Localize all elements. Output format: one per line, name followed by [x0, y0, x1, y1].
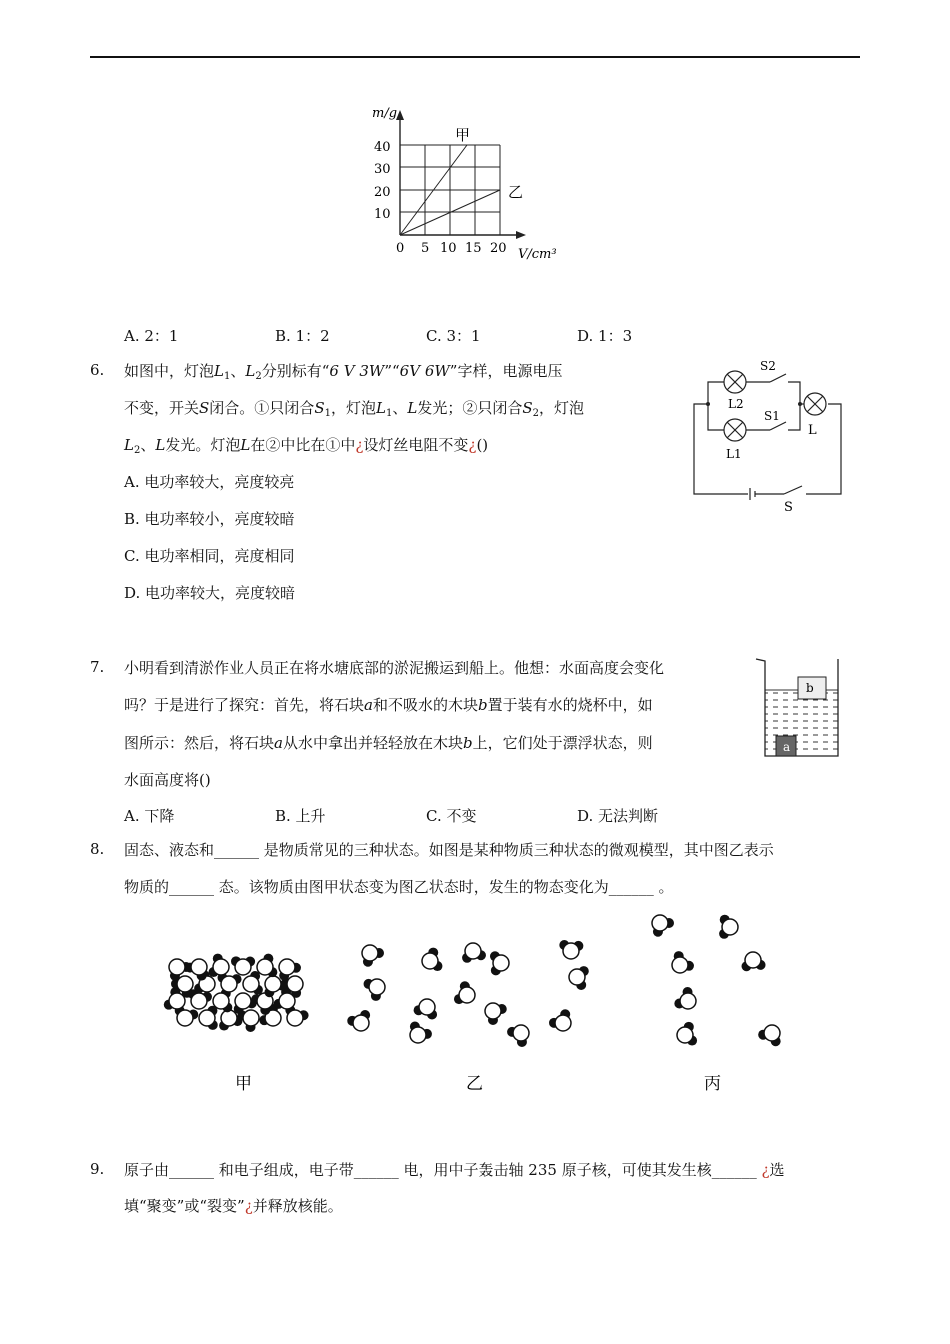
molecule	[257, 954, 277, 978]
label-s1: S1	[764, 409, 780, 423]
molecule	[490, 951, 509, 975]
molecule	[507, 1025, 529, 1047]
x-tick: 0	[396, 241, 405, 256]
option-a: A. 电功率较大，亮度较亮	[124, 473, 295, 491]
q6-line-2: 不变，开关S闭合。①只闭合$S_1$，灯泡$L_1$、L发光；②只闭合$S_2$，灯泡	[124, 399, 584, 419]
q7-line-3: 图所示：然后，将石块a从水中拿出并轻轻放在木块b上，它们处于漂浮状态，则	[124, 734, 653, 752]
q8-line-2: 物质的______ 态。该物质由图甲状态变为图乙状态时，发生的物态变化为______ 。	[124, 878, 674, 896]
header-rule	[90, 56, 860, 58]
y-tick: 20	[374, 185, 391, 200]
molecule	[414, 999, 437, 1019]
label-l1: L1	[726, 447, 742, 461]
molecule	[199, 1006, 218, 1030]
option-b: B. 上升	[275, 807, 326, 825]
label-s: S	[784, 500, 793, 515]
beaker-figure	[752, 655, 847, 760]
option-d: D. 电功率较大，亮度较暗	[124, 584, 296, 602]
q9-line-2: 填“聚变”或“裂变”¿并释放核能。	[124, 1197, 343, 1215]
q7-line-1: 小明看到清淤作业人员正在将水塘底部的淤泥搬运到船上。他想：水面高度会变化	[124, 659, 665, 677]
y-tick: 10	[374, 207, 391, 222]
molecule	[559, 940, 583, 959]
label-l2: L2	[728, 397, 744, 411]
x-tick: 20	[490, 241, 507, 256]
q7-line-4: 水面高度将()	[124, 771, 211, 789]
molecule	[742, 952, 766, 971]
option-d: D. 无法判断	[577, 807, 659, 825]
molecule	[231, 956, 255, 975]
x-tick: 15	[465, 241, 482, 256]
molecule-states-figure	[155, 905, 815, 1105]
fig-label-jia: 甲	[235, 1074, 252, 1094]
y-tick: 30	[374, 162, 391, 177]
molecule	[549, 1009, 571, 1031]
molecule	[364, 979, 385, 1001]
fig-label-bing: 丙	[704, 1074, 721, 1094]
y-axis-label: m/g	[372, 106, 398, 121]
molecule	[674, 987, 696, 1009]
question-number: 8.	[90, 840, 105, 858]
option-c: C. 3：1	[426, 327, 481, 345]
molecule	[347, 1010, 370, 1031]
molecule	[569, 966, 589, 990]
option-c: C. 电功率相同，亮度相同	[124, 547, 295, 565]
q6-line-1: 如图中，灯泡$L_1$、$L_2$分别标有“6 V 3W”“6V 6W”字样，电源电压	[124, 362, 563, 382]
molecule	[758, 1025, 780, 1046]
molecule	[362, 945, 384, 967]
molecule	[652, 915, 674, 937]
q8-line-1: 固态、液态和______ 是物质常见的三种状态。如图是某种物质三种状态的微观模型，其中图乙表示	[124, 841, 774, 859]
option-c: C. 不变	[426, 807, 477, 825]
option-d: D. 1：3	[577, 327, 633, 345]
x-tick: 10	[440, 241, 457, 256]
option-b: B. 电功率较小，亮度较暗	[124, 510, 295, 528]
molecule	[677, 1022, 697, 1046]
q7-line-2: 吗？于是进行了探究：首先，将石块a和不吸水的木块b置于装有水的烧杯中，如	[124, 696, 653, 714]
x-axis-label: V/cm³	[518, 247, 557, 262]
option-a: A. 2：1	[124, 327, 179, 345]
question-number: 6.	[90, 361, 105, 379]
molecule	[209, 954, 229, 977]
label-s2: S2	[760, 359, 776, 373]
question-number: 9.	[90, 1160, 105, 1178]
molecule	[672, 951, 694, 973]
q9-line-1: 原子由______ 和电子组成，电子带______ 电，用中子轰击轴 235 原子核，可使其发生核______ ¿选	[124, 1161, 785, 1179]
circuit-diagram	[688, 358, 848, 518]
block-b-label: b	[806, 681, 814, 695]
stone-a-label: a	[783, 740, 791, 754]
fig-label-yi: 乙	[466, 1074, 483, 1094]
x-tick: 5	[421, 241, 430, 256]
mass-volume-graph	[360, 100, 570, 270]
molecule	[462, 943, 486, 963]
line-jia-label: 甲	[455, 126, 471, 144]
q6-line-3: $L_2$、L发光。灯泡L在②中比在①中¿设灯丝电阻不变¿()	[124, 436, 489, 456]
molecule	[422, 948, 442, 971]
label-l: L	[808, 423, 817, 438]
line-yi-label: 乙	[508, 183, 524, 201]
molecule	[719, 915, 738, 939]
molecule	[485, 1003, 507, 1025]
molecule	[410, 1022, 432, 1043]
molecule	[454, 981, 475, 1004]
option-b: B. 1：2	[275, 327, 330, 345]
option-a: A. 下降	[124, 807, 175, 825]
question-number: 7.	[90, 658, 105, 676]
y-tick: 40	[374, 140, 391, 155]
